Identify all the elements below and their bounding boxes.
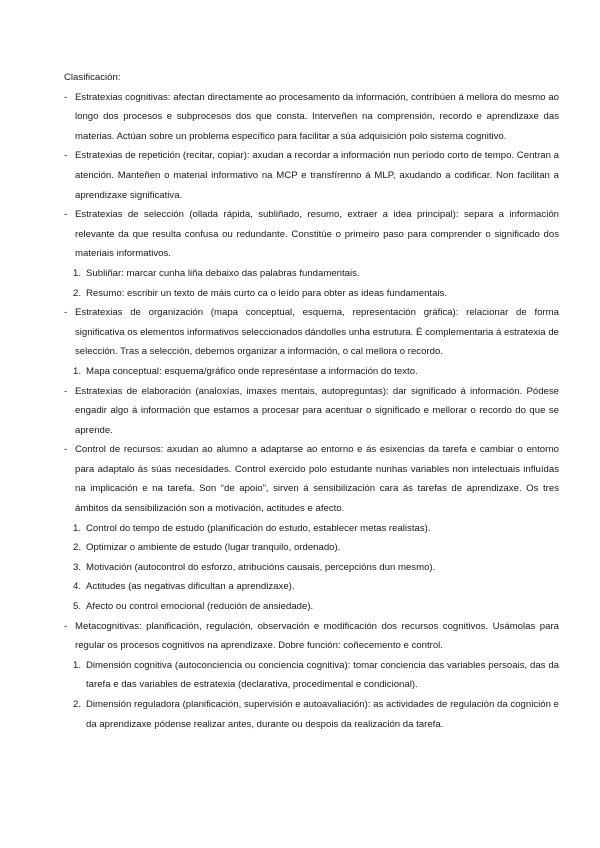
numbered-item-text: Subliñar: marcar cunha liña debaixo das palabras fundamentais.	[86, 267, 360, 279]
numbered-sublist	[64, 519, 559, 617]
numbered-item	[64, 519, 559, 539]
list-item	[64, 440, 559, 518]
numbered-sublist	[64, 362, 559, 382]
bullet-dash: -	[64, 150, 68, 162]
numbered-item-text: Actitudes (as negativas dificultan a aprendizaxe).	[86, 581, 295, 593]
bullet-dash: -	[64, 91, 68, 103]
list-item-text: Estratexias de organización (mapa conceptual, esquema, representación gráfica): relacionar de forma significativa os elementos informativos seleccionados dándolles unha estrutura. É complementaria á estratexia de selección. Tras a selección, debemos organizar a información, o cal mellora o recordo.	[75, 307, 559, 358]
numbered-item	[64, 284, 559, 304]
list-item	[64, 205, 559, 264]
document-page	[64, 68, 559, 734]
list-item	[64, 617, 559, 656]
numbered-item-text: Optimizar o ambiente de estudo (lugar tranquilo, ordenado).	[86, 542, 341, 554]
list-item-text: Estratexias de repetición (recitar, copiar): axudan a recordar a información nun período corto de tempo. Centran a atención. Manteñen o material informativo na MCP e transfírenno á MLP, axudando a codificar. Non facilitan a aprendizaxe significativa.	[75, 150, 559, 201]
numbered-item	[64, 577, 559, 597]
numbered-item-text: Dimensión reguladora (planificación, supervisión e autoavaliación): as actividades de regulación da cognición e da aprendizaxe pódense realizar antes, durante ou despois da realización da tarefa.	[86, 699, 559, 730]
bullet-dash: -	[64, 307, 68, 319]
numbered-item-text: Dimensión cognitiva (autoconciencia ou conciencia cognitiva): tomar conciencia das variables persoais, das da tarefa e das variables de estratexia (declarativa, procedimental e condicional).	[86, 659, 559, 691]
list-item-text: Estratexias cognitivas: afectan directamente ao procesamento da información, contribúen á mellora do mesmo ao longo dos procesos e subprocesos dos que consta. Interveñen na comprensión, recordo e aprendizaxe das materias. Actúan sobre un problema específico para facilitar a súa adquisición polo sistema cognitivo.	[75, 91, 559, 142]
numbered-item	[64, 597, 559, 617]
list-item-text: Metacognitivas: planificación, regulación, observación e modificación dos recursos cognitivos. Usámolas para regular os procesos cognitivos na aprendizaxe. Dobre función: coñecemento e control.	[75, 620, 559, 652]
list-item-text: Estratexias de elaboración (analoxías, imaxes mentais, autopreguntas): dar significado á información. Pódese engadir algo á información que estamos a procesar para acentuar o significado e mellorar o recordo do que se aprende.	[75, 385, 559, 436]
numbered-sublist	[64, 264, 559, 303]
bullet-dash: -	[64, 385, 68, 397]
list-item	[64, 303, 559, 362]
numbered-item-text: Mapa conceptual: esquema/gráfico onde represéntase a información do texto.	[86, 365, 418, 377]
item-number: 4.	[73, 581, 82, 593]
numbered-item	[64, 264, 559, 284]
numbered-item	[64, 362, 559, 382]
bullet-dash: -	[64, 620, 68, 632]
item-number: 1.	[73, 522, 82, 534]
list-item	[64, 382, 559, 441]
numbered-item	[64, 538, 559, 558]
item-number: 1.	[73, 659, 82, 671]
numbered-item	[64, 656, 559, 695]
item-number: 5.	[73, 601, 82, 613]
item-number: 1.	[73, 365, 82, 377]
numbered-item-text: Control do tempo de estudo (planificación do estudo, establecer metas realistas).	[86, 522, 431, 534]
item-number: 1.	[73, 267, 82, 279]
item-number: 2.	[73, 542, 82, 554]
item-number: 2.	[73, 699, 82, 710]
numbered-sublist	[64, 656, 559, 734]
item-number: 3.	[73, 561, 82, 573]
numbered-item	[64, 558, 559, 578]
item-number: 2.	[73, 287, 82, 299]
list-item-text: Estratexias de selección (ollada rápida, subliñado, resumo, extraer a idea principal): separa a información relevante da que resulta confusa ou redundante. Constitúe o primeiro paso para comprender o significado dos materiais informativos.	[75, 209, 559, 260]
list-item	[64, 146, 559, 205]
numbered-item-text: Resumo: escribir un texto de máis curto ca o leído para obter as ideas fundamentais.	[86, 287, 448, 299]
numbered-item-text: Motivación (autocontrol do esforzo, atribucións causais, percepcións dun mesmo).	[86, 561, 436, 573]
classification-list	[64, 88, 559, 735]
bullet-dash: -	[64, 209, 68, 221]
numbered-item-text: Afecto ou control emocional (redución de ansiedade).	[86, 601, 314, 613]
section-heading: Clasificación:	[64, 72, 121, 83]
bullet-dash: -	[64, 444, 68, 456]
numbered-item	[64, 695, 559, 734]
list-item	[64, 88, 559, 147]
list-item-text: Control de recursos: axudan ao alumno a adaptarse ao entorno e ás esixencias da tarefa e cambiar o entorno para adaptalo ás súas necesidades. Control exercido polo estudante nunhas variables non intelectuais influídas na implicación e na tarefa. Son “de apoio”, sirven á sensibilización cara ás tarefas de aprendizaxe. Os tres ámbitos da sensibilización son a motivación, actitudes e afecto.	[75, 444, 559, 515]
